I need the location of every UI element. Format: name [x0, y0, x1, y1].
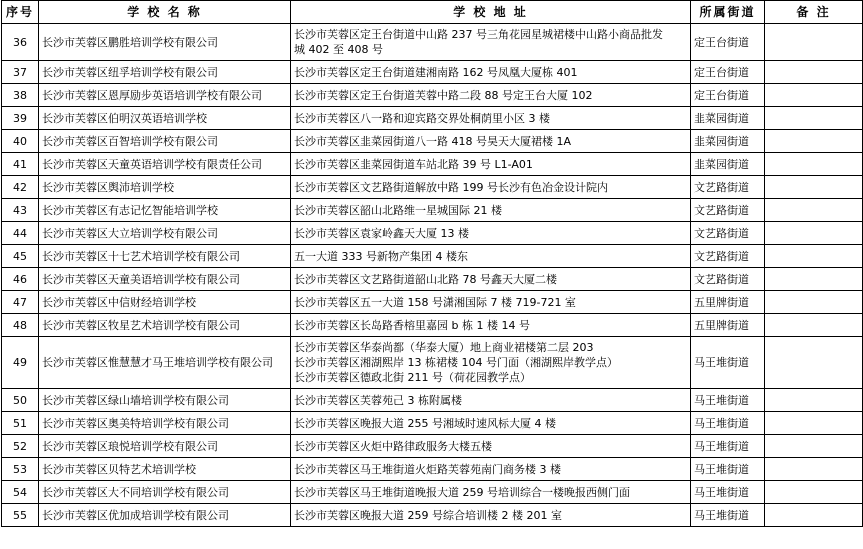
- table-row: [2, 130, 863, 153]
- school-address: [291, 222, 691, 245]
- address-line: 长沙市芙蓉区韶山北路维一星城国际 21 楼: [294, 203, 502, 217]
- school-address: [291, 176, 691, 199]
- school-address: [291, 245, 691, 268]
- header-num: 序号: [2, 1, 39, 24]
- school-address: [291, 291, 691, 314]
- note-cell: [765, 84, 863, 107]
- row-number: 52: [2, 435, 39, 458]
- address-line: 长沙市芙蓉区文艺路街道韶山北路 78 号鑫天大厦二楼: [294, 272, 557, 286]
- table-row: [2, 245, 863, 268]
- row-number: 39: [2, 107, 39, 130]
- row-number: 48: [2, 314, 39, 337]
- school-address: [291, 389, 691, 412]
- school-address: [291, 130, 691, 153]
- address-line: 长沙市芙蓉区芙蓉苑己 3 栋附属楼: [294, 393, 462, 407]
- note-cell: [765, 268, 863, 291]
- note-cell: [765, 412, 863, 435]
- street-name: 文艺路街道: [691, 222, 765, 245]
- note-cell: [765, 24, 863, 61]
- row-number: 42: [2, 176, 39, 199]
- note-cell: [765, 481, 863, 504]
- school-name: 长沙市芙蓉区百智培训学校有限公司: [39, 130, 291, 153]
- school-address: [291, 337, 691, 389]
- row-number: 38: [2, 84, 39, 107]
- school-name: 长沙市芙蓉区天童美语培训学校有限公司: [39, 268, 291, 291]
- street-name: 马王堆街道: [691, 504, 765, 527]
- school-name: 长沙市芙蓉区纽孚培训学校有限公司: [39, 61, 291, 84]
- row-number: 45: [2, 245, 39, 268]
- address-line: 长沙市芙蓉区晚报大道 259 号综合培训楼 2 楼 201 室: [294, 508, 562, 522]
- table-row: [2, 84, 863, 107]
- school-address: [291, 481, 691, 504]
- street-name: 定王台街道: [691, 61, 765, 84]
- street-name: 韭菜园街道: [691, 130, 765, 153]
- street-name: 文艺路街道: [691, 268, 765, 291]
- school-name: 长沙市芙蓉区优加成培训学校有限公司: [39, 504, 291, 527]
- school-address: [291, 268, 691, 291]
- school-name: 长沙市芙蓉区舆沛培训学校: [39, 176, 291, 199]
- table-row: [2, 481, 863, 504]
- table-row: [2, 435, 863, 458]
- school-name: 长沙市芙蓉区有志记忆智能培训学校: [39, 199, 291, 222]
- school-name: 长沙市芙蓉区绿山墙培训学校有限公司: [39, 389, 291, 412]
- note-cell: [765, 435, 863, 458]
- school-name: 长沙市芙蓉区奥美特培训学校有限公司: [39, 412, 291, 435]
- street-name: 马王堆街道: [691, 481, 765, 504]
- table-row: [2, 176, 863, 199]
- school-name: 长沙市芙蓉区大立培训学校有限公司: [39, 222, 291, 245]
- school-name: 长沙市芙蓉区伯明汉英语培训学校: [39, 107, 291, 130]
- address-line: 长沙市芙蓉区长岛路香榕里嘉园 b 栋 1 楼 14 号: [294, 318, 530, 332]
- row-number: 37: [2, 61, 39, 84]
- school-name: 长沙市芙蓉区鹏胜培训学校有限公司: [39, 24, 291, 61]
- school-name: 长沙市芙蓉区大不同培训学校有限公司: [39, 481, 291, 504]
- row-number: 51: [2, 412, 39, 435]
- table-row: [2, 268, 863, 291]
- address-line: 长沙市芙蓉区韭菜园街道车站北路 39 号 L1-A01: [294, 157, 533, 171]
- row-number: 49: [2, 337, 39, 389]
- note-cell: [765, 130, 863, 153]
- school-name: 长沙市芙蓉区琅悦培训学校有限公司: [39, 435, 291, 458]
- address-line: 长沙市芙蓉区五一大道 158 号潇湘国际 7 楼 719-721 室: [294, 295, 576, 309]
- school-name: 长沙市芙蓉区十七艺术培训学校有限公司: [39, 245, 291, 268]
- note-cell: [765, 199, 863, 222]
- row-number: 54: [2, 481, 39, 504]
- row-number: 44: [2, 222, 39, 245]
- school-address: [291, 61, 691, 84]
- note-cell: [765, 389, 863, 412]
- address-line: 长沙市芙蓉区湘湖熙岸 13 栋裙楼 104 号门面（湘湖熙岸教学点）: [294, 356, 618, 369]
- school-address: [291, 84, 691, 107]
- street-name: 马王堆街道: [691, 337, 765, 389]
- street-name: 马王堆街道: [691, 412, 765, 435]
- note-cell: [765, 153, 863, 176]
- note-cell: [765, 107, 863, 130]
- row-number: 40: [2, 130, 39, 153]
- address-line: 长沙市芙蓉区德政北街 211 号（荷花园教学点）: [294, 371, 531, 384]
- address-line: 长沙市芙蓉区定王台街道建湘南路 162 号凤凰大厦栋 401: [294, 65, 578, 79]
- address-line: 城 402 至 408 号: [294, 43, 383, 56]
- street-name: 文艺路街道: [691, 176, 765, 199]
- street-name: 韭菜园街道: [691, 107, 765, 130]
- street-name: 五里牌街道: [691, 291, 765, 314]
- table-row: [2, 107, 863, 130]
- school-address: [291, 199, 691, 222]
- street-name: 韭菜园街道: [691, 153, 765, 176]
- street-name: 定王台街道: [691, 84, 765, 107]
- street-name: 文艺路街道: [691, 245, 765, 268]
- street-name: 马王堆街道: [691, 458, 765, 481]
- address-line: 长沙市芙蓉区火炬中路律政服务大楼五楼: [294, 439, 492, 453]
- note-cell: [765, 176, 863, 199]
- table-row: [2, 153, 863, 176]
- school-table: [1, 0, 863, 527]
- row-number: 55: [2, 504, 39, 527]
- table-row: [2, 61, 863, 84]
- school-address: [291, 314, 691, 337]
- school-address: [291, 504, 691, 527]
- table-row: [2, 222, 863, 245]
- street-name: 马王堆街道: [691, 389, 765, 412]
- school-name: 长沙市芙蓉区恩厚励步英语培训学校有限公司: [39, 84, 291, 107]
- address-line: 长沙市芙蓉区马王堆街道晚报大道 259 号培训综合一楼晚报西侧门面: [294, 485, 630, 499]
- table-row: [2, 314, 863, 337]
- school-address: [291, 24, 691, 61]
- address-line: 长沙市芙蓉区文艺路街道解放中路 199 号长沙有色冶金设计院内: [294, 180, 608, 194]
- street-name: 文艺路街道: [691, 199, 765, 222]
- school-address: [291, 412, 691, 435]
- note-cell: [765, 337, 863, 389]
- school-name: 长沙市芙蓉区惟慧慧才马王堆培训学校有限公司: [39, 337, 291, 389]
- note-cell: [765, 504, 863, 527]
- school-address: [291, 458, 691, 481]
- address-line: 长沙市芙蓉区马王堆街道火炬路芙蓉苑南门商务楼 3 楼: [294, 462, 561, 476]
- note-cell: [765, 245, 863, 268]
- address-line: 长沙市芙蓉区八一路和迎宾路交界处桐荫里小区 3 楼: [294, 111, 550, 125]
- table-body: [2, 24, 863, 527]
- address-line: 五一大道 333 号新物产集团 4 楼东: [294, 249, 468, 263]
- school-name: 长沙市芙蓉区牧星艺术培训学校有限公司: [39, 314, 291, 337]
- header-street: 所属街道: [691, 1, 765, 24]
- address-line: 长沙市芙蓉区晚报大道 255 号湘域时速风标大厦 4 楼: [294, 416, 556, 430]
- row-number: 41: [2, 153, 39, 176]
- header-address: 学 校 地 址: [291, 1, 691, 24]
- school-name: 长沙市芙蓉区贝特艺术培训学校: [39, 458, 291, 481]
- note-cell: [765, 314, 863, 337]
- address-line: 长沙市芙蓉区定王台街道芙蓉中路二段 88 号定王台大厦 102: [294, 88, 593, 102]
- school-name: 长沙市芙蓉区天童英语培训学校有限责任公司: [39, 153, 291, 176]
- table-row: [2, 389, 863, 412]
- table-row: [2, 504, 863, 527]
- address-line: 长沙市芙蓉区韭菜园街道八一路 418 号昊天大厦裙楼 1A: [294, 134, 572, 148]
- row-number: 50: [2, 389, 39, 412]
- school-address: [291, 435, 691, 458]
- note-cell: [765, 61, 863, 84]
- note-cell: [765, 222, 863, 245]
- school-name: 长沙市芙蓉区中信财经培训学校: [39, 291, 291, 314]
- address-line: 长沙市芙蓉区袁家岭鑫天大厦 13 楼: [294, 226, 469, 240]
- address-line: 长沙市芙蓉区定王台街道中山路 237 号三角花园星城裙楼中山路小商品批发: [294, 28, 663, 41]
- table-row: [2, 337, 863, 389]
- address-line: 长沙市芙蓉区华泰尚都（华泰大厦）地上商业裙楼第二层 203: [294, 341, 594, 354]
- row-number: 46: [2, 268, 39, 291]
- school-address: [291, 153, 691, 176]
- row-number: 43: [2, 199, 39, 222]
- row-number: 47: [2, 291, 39, 314]
- table-row: [2, 199, 863, 222]
- header-note: 备 注: [765, 1, 863, 24]
- note-cell: [765, 458, 863, 481]
- table-row: [2, 412, 863, 435]
- header-school: 学 校 名 称: [39, 1, 291, 24]
- table-row: [2, 24, 863, 61]
- street-name: 马王堆街道: [691, 435, 765, 458]
- note-cell: [765, 291, 863, 314]
- row-number: 53: [2, 458, 39, 481]
- school-address: [291, 107, 691, 130]
- table-row: [2, 291, 863, 314]
- street-name: 定王台街道: [691, 24, 765, 61]
- row-number: 36: [2, 24, 39, 61]
- header-row: [2, 1, 863, 24]
- table-row: [2, 458, 863, 481]
- street-name: 五里牌街道: [691, 314, 765, 337]
